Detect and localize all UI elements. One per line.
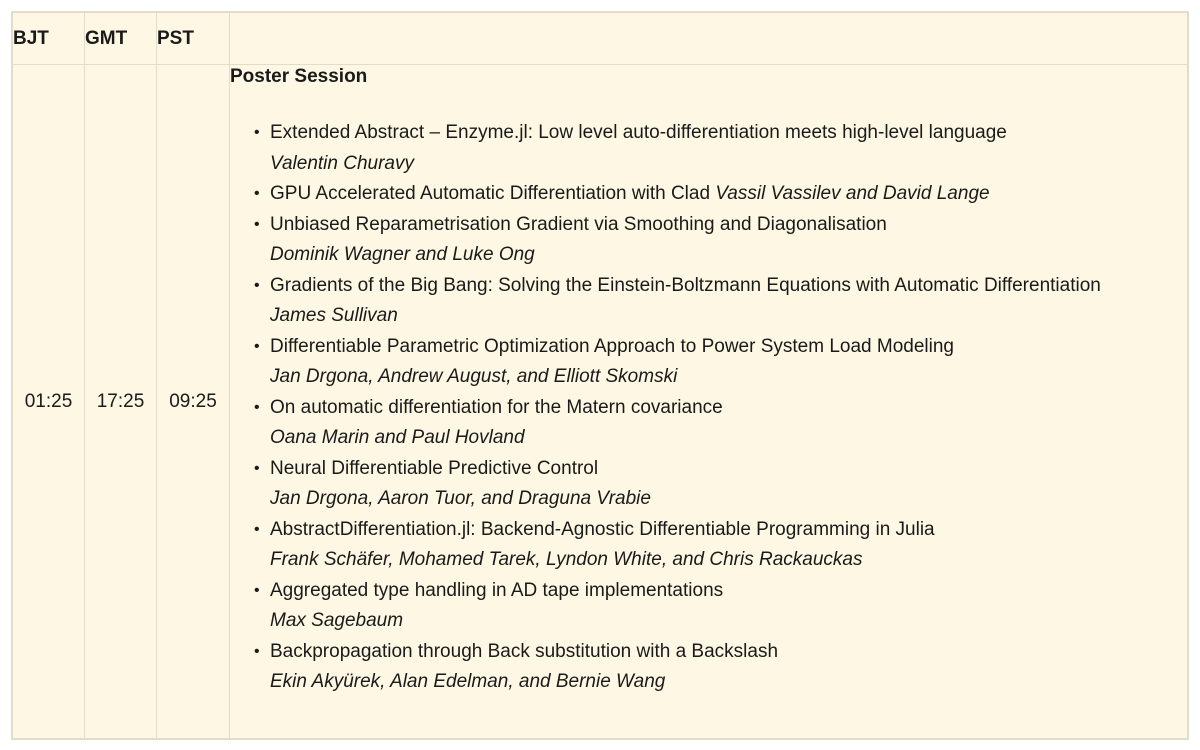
list-item: [230, 454, 1187, 515]
header-session: [230, 13, 1188, 65]
list-item: [230, 637, 1187, 698]
list-item: [230, 515, 1187, 576]
bullet-icon: •: [254, 124, 260, 141]
bullet-icon: •: [254, 581, 260, 599]
table-row: [13, 65, 1188, 739]
talk-title: Neural Differentiable Predictive Control: [270, 457, 599, 479]
bullet-icon: •: [254, 185, 260, 202]
talk-title: Unbiased Reparametrisation Gradient via Smoothing and Diagonalisation: [270, 213, 887, 235]
list-item: [230, 271, 1187, 332]
talk-title: Differentiable Parametric Optimization Approach to Power System Load Modeling: [270, 335, 954, 357]
bullet-icon: •: [254, 459, 260, 477]
talk-authors: Jan Drgona, Aaron Tuor, and Draguna Vrabie: [270, 488, 651, 509]
header-bjt: BJT: [13, 13, 85, 65]
bullet-icon: •: [254, 337, 260, 355]
talk-title: Extended Abstract – Enzyme.jl: Low level auto-differentiation meets high-level language: [270, 122, 1007, 143]
bullet-icon: •: [254, 398, 260, 416]
header-row: [13, 13, 1188, 65]
talk-authors: Ekin Akyürek, Alan Edelman, and Bernie Wang: [270, 671, 666, 692]
session-title: Poster Session: [230, 66, 368, 87]
talk-title: Gradients of the Big Bang: Solving the Einstein-Boltzmann Equations with Automatic Differentiation: [270, 274, 1101, 296]
talk-title: AbstractDifferentiation.jl: Backend-Agnostic Differentiable Programming in Julia: [270, 518, 935, 540]
bullet-icon: •: [254, 215, 260, 233]
talk-authors: Valentin Churavy: [270, 152, 414, 174]
talk-authors: Oana Marin and Paul Hovland: [270, 427, 525, 448]
talk-authors: Frank Schäfer, Mohamed Tarek, Lyndon White, and Chris Rackauckas: [270, 549, 863, 570]
list-item: [230, 118, 1187, 179]
list-item: [230, 576, 1187, 637]
talk-title: GPU Accelerated Automatic Differentiation with Clad: [270, 183, 711, 204]
list-item: [230, 332, 1187, 393]
talk-authors: Vassil Vassilev and David Lange: [715, 183, 990, 204]
bullet-icon: •: [254, 520, 260, 538]
talk-list: [230, 118, 1187, 698]
talk-title: On automatic differentiation for the Matern covariance: [270, 396, 723, 418]
talk-authors: Jan Drgona, Andrew August, and Elliott Skomski: [270, 366, 678, 387]
list-item: [230, 210, 1187, 271]
list-item: [230, 179, 1187, 210]
header-gmt: GMT: [85, 13, 157, 65]
talk-authors: Max Sagebaum: [270, 610, 404, 631]
bullet-icon: •: [254, 642, 260, 660]
talk-authors: Dominik Wagner and Luke Ong: [270, 244, 535, 265]
schedule-table: [12, 12, 1188, 739]
schedule-table-frame: [11, 11, 1189, 740]
list-item: [230, 393, 1187, 454]
talk-authors: James Sullivan: [270, 305, 398, 326]
talk-title: Backpropagation through Back substitution with a Backslash: [270, 640, 779, 662]
time-bjt: 01:25: [13, 65, 85, 739]
talk-title: Aggregated type handling in AD tape implementations: [270, 579, 724, 601]
time-pst: 09:25: [157, 65, 230, 739]
header-pst: PST: [157, 13, 230, 65]
time-gmt: 17:25: [85, 65, 157, 739]
session-cell: [230, 65, 1188, 739]
bullet-icon: •: [254, 276, 260, 294]
